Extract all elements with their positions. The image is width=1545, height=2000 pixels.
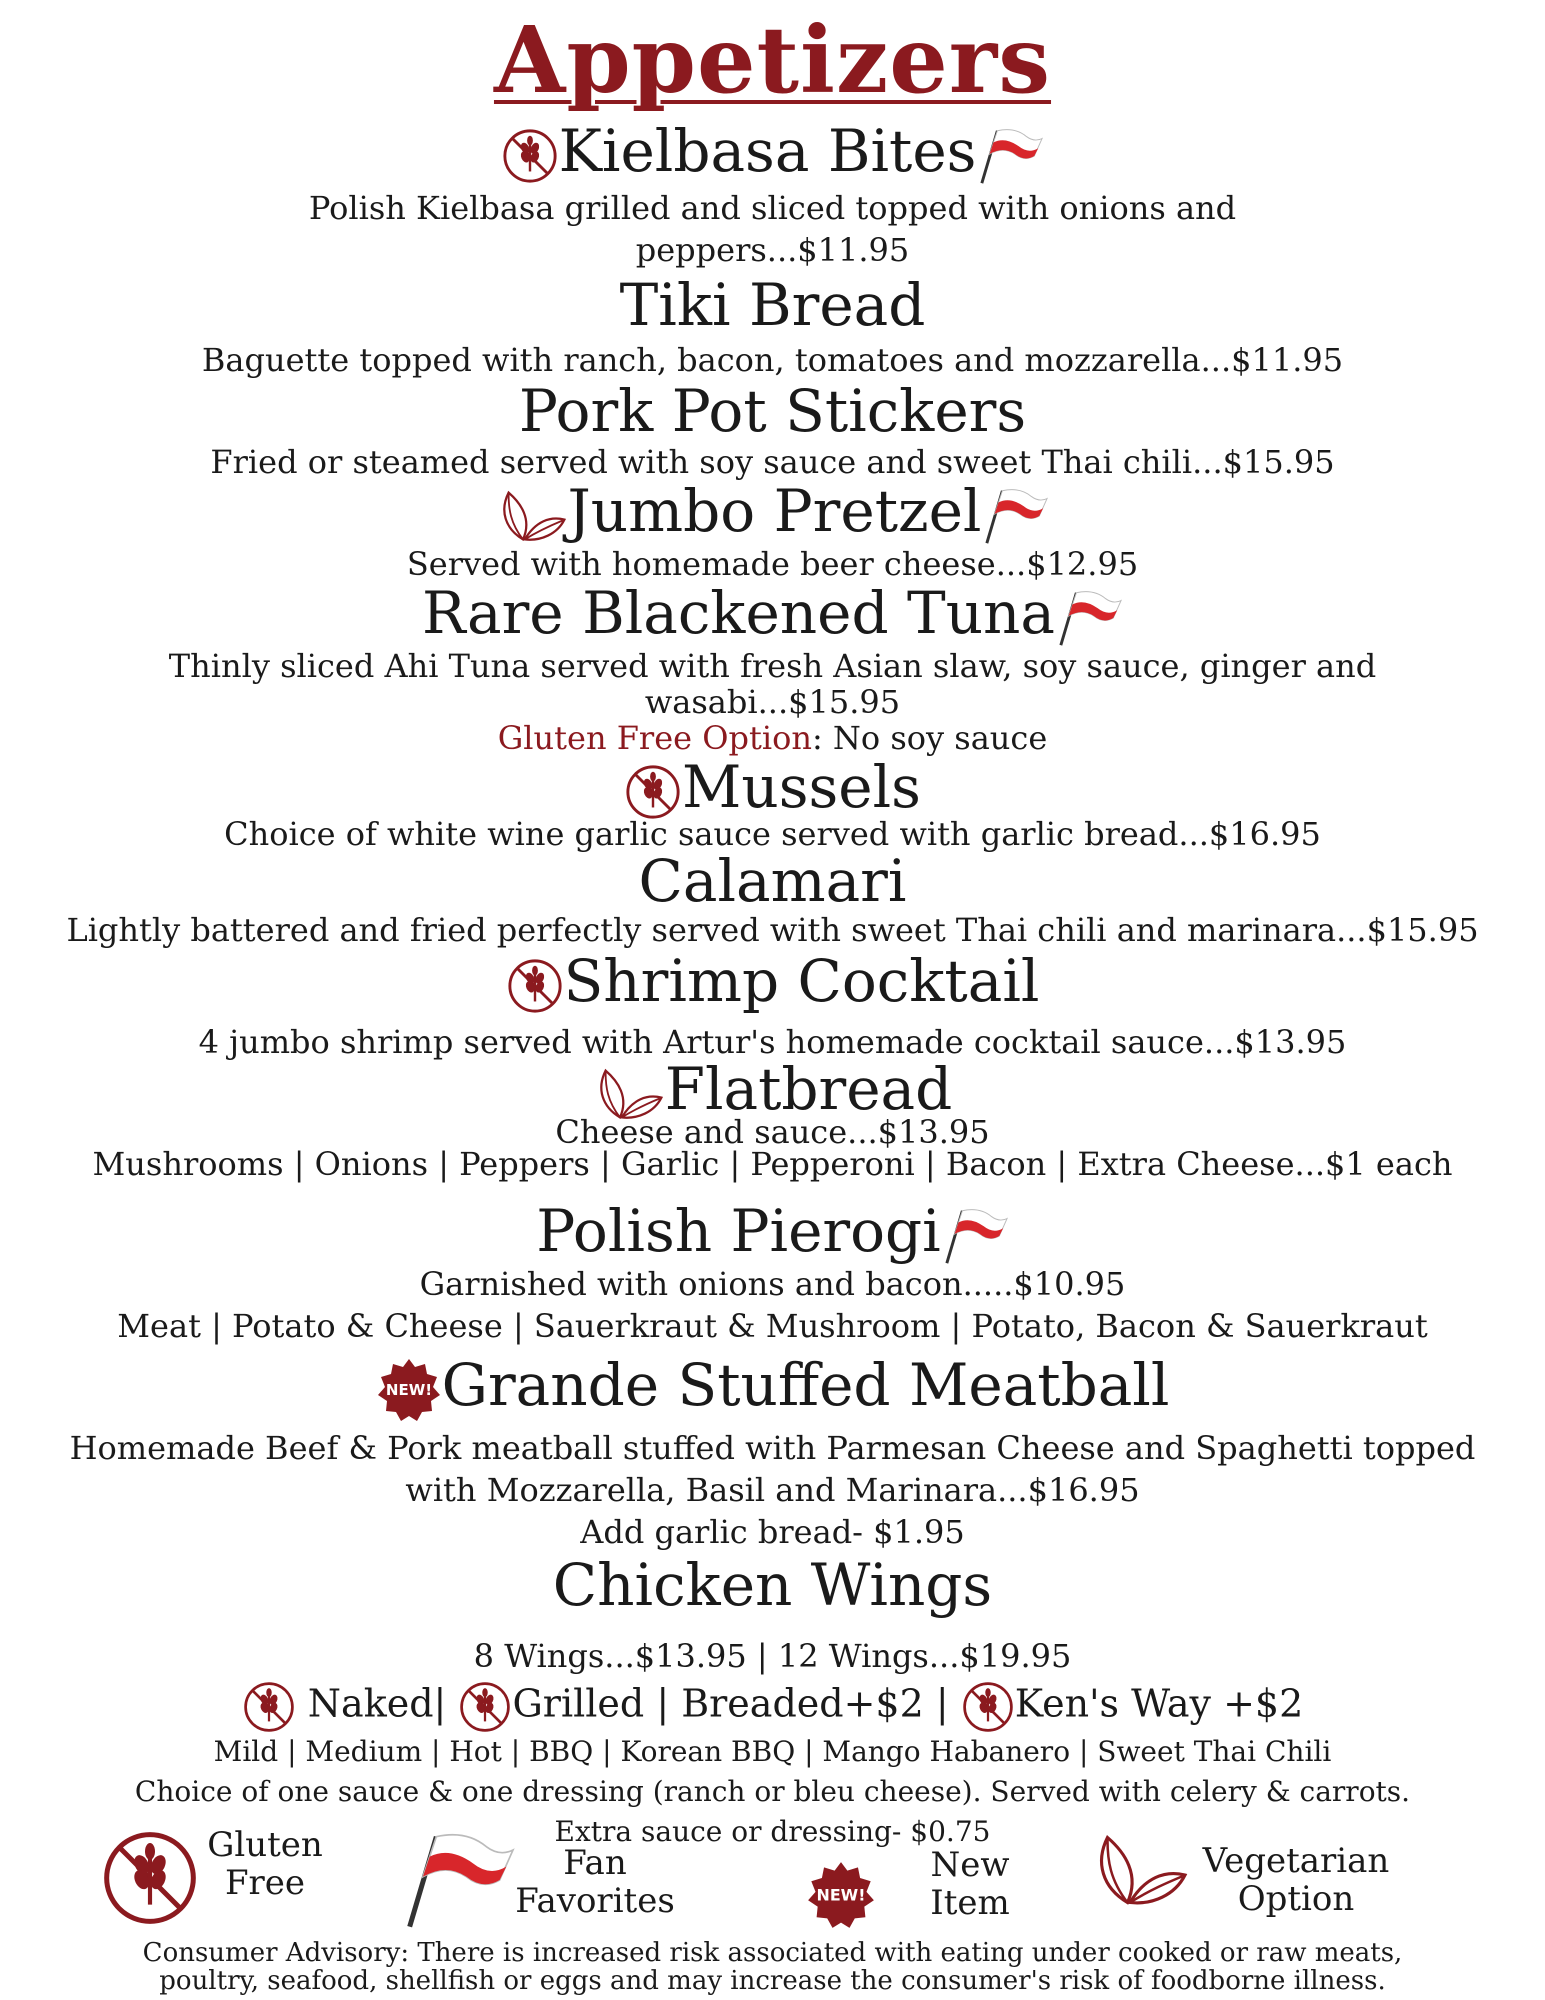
leaf-icon bbox=[1090, 1832, 1190, 1912]
legend-line: Fan bbox=[563, 1843, 627, 1883]
new-badge-text: NEW! bbox=[816, 1885, 866, 1905]
item-name-grande-stuffed-meatball: NEW! Grande Stuffed Meatball bbox=[0, 1352, 1545, 1423]
legend-new-item bbox=[910, 1846, 1030, 1922]
item-name-rare-blackened-tuna: Rare Blackened Tuna bbox=[0, 580, 1545, 648]
polish-flag-icon bbox=[981, 486, 1049, 546]
item-desc: wasabi...$15.95 bbox=[644, 683, 901, 721]
item-options: Meat | Potato & Cheese | Sauerkraut & Mushroom | Potato, Bacon & Sauerkraut bbox=[117, 1307, 1428, 1345]
legend-vegetarian bbox=[1196, 1842, 1396, 1918]
item-desc: Served with homemade beer cheese...$12.95 bbox=[406, 545, 1139, 583]
item-desc: Lightly battered and fried perfectly served with sweet Thai chili and marinara...$15.95 bbox=[66, 911, 1479, 949]
gluten-free-icon bbox=[961, 1680, 1015, 1734]
gluten-free-icon bbox=[242, 1680, 296, 1734]
legend-line: Favorites bbox=[515, 1881, 675, 1921]
wing-sauces: Mild | Medium | Hot | BBQ | Korean BBQ | Mango Habanero | Sweet Thai Chili bbox=[213, 1735, 1332, 1768]
wing-style-grilled: Grilled bbox=[512, 1681, 645, 1726]
polish-flag-icon bbox=[1055, 588, 1123, 648]
polish-flag-icon bbox=[941, 1206, 1009, 1266]
new-badge-icon bbox=[376, 1357, 442, 1423]
legend-line: Option bbox=[1237, 1879, 1355, 1919]
legend-gluten-free bbox=[200, 1826, 330, 1902]
item-desc: peppers...$11.95 bbox=[635, 231, 910, 269]
gluten-free-icon bbox=[624, 763, 682, 821]
consumer-advisory-line-2: poultry, seafood, shellfish or eggs and may increase the consumer's risk of foodborne illness. bbox=[159, 1966, 1386, 1996]
gluten-free-icon bbox=[100, 1828, 200, 1932]
item-name-kielbasa-bites: Kielbasa Bites bbox=[0, 118, 1545, 186]
wing-style-kens-way: Ken's Way +$2 bbox=[1014, 1681, 1304, 1726]
legend-line: Item bbox=[930, 1883, 1010, 1923]
item-desc: Choice of white wine garlic sauce served with garlic bread...$16.95 bbox=[224, 815, 1321, 853]
item-desc: Baguette topped with ranch, bacon, tomatoes and mozzarella...$11.95 bbox=[201, 341, 1344, 379]
legend-fan-favorites bbox=[510, 1844, 680, 1920]
option-text: : No soy sauce bbox=[811, 719, 1048, 757]
item-desc: with Mozzarella, Basil and Marinara...$16.95 bbox=[405, 1471, 1140, 1509]
item-name-polish-pierogi: Polish Pierogi bbox=[0, 1198, 1545, 1266]
item-add-on: Add garlic bread- $1.95 bbox=[580, 1513, 965, 1551]
item-name-flatbread: Flatbread bbox=[0, 1056, 1545, 1122]
item-name-jumbo-pretzel: Jumbo Pretzel bbox=[0, 478, 1545, 546]
item-name-calamari: Calamari bbox=[638, 847, 907, 915]
consumer-advisory-line-1: Consumer Advisory: There is increased risk associated with eating under cooked or raw meats, bbox=[142, 1938, 1403, 1968]
item-name-chicken-wings: Chicken Wings bbox=[552, 1551, 993, 1619]
item-desc: Thinly sliced Ahi Tuna served with fresh Asian slaw, soy sauce, ginger and bbox=[168, 647, 1377, 685]
gluten-free-option bbox=[0, 720, 1545, 756]
item-desc: 4 jumbo shrimp served with Artur's homemade cocktail sauce...$13.95 bbox=[198, 1023, 1347, 1061]
polish-flag-icon bbox=[398, 1830, 518, 1934]
item-name-pork-pot-stickers: Pork Pot Stickers bbox=[518, 377, 1027, 445]
item-desc: Polish Kielbasa grilled and sliced topped with onions and bbox=[308, 189, 1237, 227]
item-name-shrimp-cocktail: Shrimp Cocktail bbox=[0, 948, 1545, 1015]
wing-extra: Extra sauce or dressing- $0.75 bbox=[554, 1815, 991, 1848]
page-title: Appetizers bbox=[493, 6, 1052, 114]
item-desc: Garnished with onions and bacon.....$10.95 bbox=[419, 1265, 1126, 1303]
item-name-tiki-bread: Tiki Bread bbox=[619, 271, 926, 339]
polish-flag-icon bbox=[976, 126, 1044, 186]
legend-line: Free bbox=[224, 1863, 306, 1903]
item-name-mussels: Mussels bbox=[0, 754, 1545, 821]
new-badge-icon bbox=[806, 1860, 876, 1934]
new-badge-text: NEW! bbox=[385, 1380, 432, 1399]
leaf-icon bbox=[496, 488, 568, 544]
legend-line: Gluten bbox=[207, 1825, 323, 1865]
gluten-free-icon bbox=[501, 127, 559, 185]
legend-line: Vegetarian bbox=[1202, 1841, 1390, 1881]
item-desc: Fried or steamed served with soy sauce and sweet Thai chili...$15.95 bbox=[210, 443, 1335, 481]
item-options: Mushrooms | Onions | Peppers | Garlic | Pepperoni | Bacon | Extra Cheese...$1 each bbox=[92, 1145, 1453, 1183]
wing-style-breaded: | Breaded+$2 | bbox=[656, 1681, 949, 1726]
wing-style-naked: Naked bbox=[307, 1681, 434, 1726]
option-label: Gluten Free Option bbox=[497, 719, 812, 757]
wing-styles: Naked| Grilled | Breaded+$2 | Ken's Way +$2 bbox=[0, 1680, 1545, 1734]
gluten-free-icon bbox=[458, 1680, 512, 1734]
legend-line: New bbox=[930, 1845, 1010, 1885]
item-desc: Homemade Beef & Pork meatball stuffed with Parmesan Cheese and Spaghetti topped bbox=[69, 1429, 1476, 1467]
item-desc: 8 Wings...$13.95 | 12 Wings...$19.95 bbox=[473, 1637, 1072, 1675]
item-desc: Cheese and sauce...$13.95 bbox=[555, 1113, 990, 1151]
gluten-free-icon bbox=[506, 957, 564, 1015]
wing-dressing: Choice of one sauce & one dressing (ranch or bleu cheese). Served with celery & carrots. bbox=[134, 1775, 1411, 1808]
